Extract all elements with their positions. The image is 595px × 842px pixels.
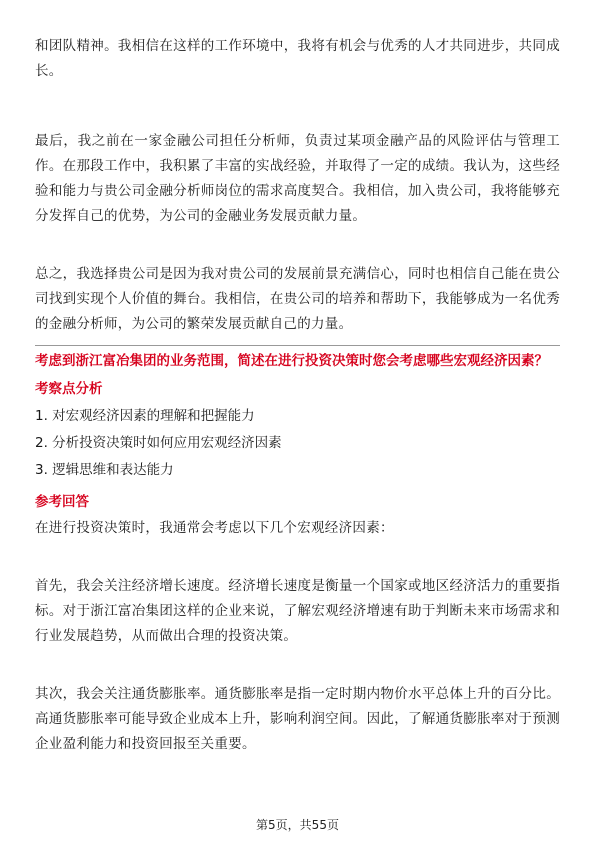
paragraph-lastly: 最后，我之前在一家金融公司担任分析师，负责过某项金融产品的风险评估与管理工作。在那段工作中，我积累了丰富的实战经验，并取得了一定的成绩。我认为，这些经验和能力与贵公司金融分析师岗位的需求高度契合。我相信，加入贵公司，我将能够充分发挥自己的优势，为公司的金融业务发展贡献力量。 [35,133,560,224]
analysis-item: 3. 逻辑思维和表达能力 [35,462,174,478]
answer-title: 参考回答 [35,494,89,510]
analysis-item: 2. 分析投资决策时如何应用宏观经济因素 [35,435,282,451]
section-divider [35,345,560,346]
page-number-footer: 第5页，共55页 [256,818,339,832]
analysis-title: 考察点分析 [35,381,103,397]
question-text: 考虑到浙江富冶集团的业务范围，简述在进行投资决策时您会考虑哪些宏观经济因素？ [35,353,548,369]
answer-first-paragraph: 首先，我会关注经济增长速度。经济增长速度是衡量一个国家或地区经济活力的重要指标。对于浙江富冶集团这样的企业来说，了解宏观经济增速有助于判断未来市场需求和行业发展趋势，从而做出合理的投资决策。 [35,578,560,644]
paragraph-intro-tail: 和团队精神。我相信在这样的工作环境中，我将有机会与优秀的人才共同进步，共同成长。 [35,38,560,79]
document-page [35,0,560,757]
answer-intro: 在进行投资决策时，我通常会考虑以下几个宏观经济因素： [35,520,394,536]
analysis-item: 1. 对宏观经济因素的理解和把握能力 [35,408,255,424]
paragraph-summary: 总之，我选择贵公司是因为我对贵公司的发展前景充满信心，同时也相信自己能在贵公司找到实现个人价值的舞台。我相信，在贵公司的培养和帮助下，我能够成为一名优秀的金融分析师，为公司的繁荣发展贡献自己的力量。 [35,266,560,332]
answer-second-paragraph: 其次，我会关注通货膨胀率。通货膨胀率是指一定时期内物价水平总体上升的百分比。高通货膨胀率可能导致企业成本上升，影响利润空间。因此，了解通货膨胀率对于预测企业盈利能力和投资回报至关重要。 [35,686,560,752]
